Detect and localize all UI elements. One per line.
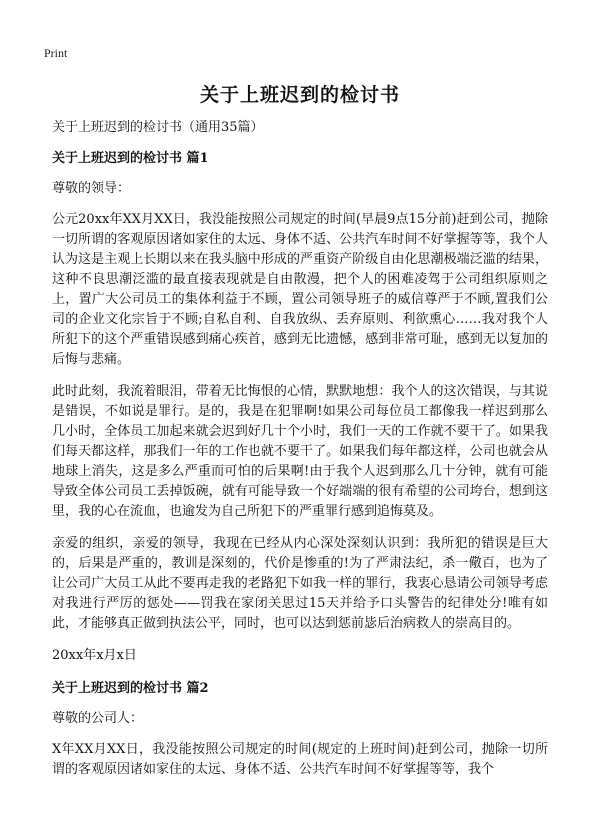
section-heading: 关于上班迟到的检讨书 篇1 [52, 151, 209, 166]
document-title: 关于上班迟到的检讨书 [199, 84, 400, 106]
paragraph: 公元20xx年XX月XX日，我没能按照公司规定的时间(早晨9点15分前)赶到公司，抛除一切所谓的客观原因诸如家住的太远、身体不适、公共汽车时间不好掌握等等，我个人认为这是主观上长期以来在我头脑中形成的严重资产阶级自由化思潮极端泛滥的结果，这种不良思潮泛滥的最直接表现就是自由散漫，把个人的困难凌驾于公司组织原则之上，置广大公司员工的集体利益于不顾，置公司领导班子的威信尊严于不顾,置我们公司的企业文化宗旨于不顾;自私自利、自我放纵、丢弃原则、利欲熏心……我对我个人所犯下的这个严重错误感到痛心疾首，感到无比遗憾，感到非常可耻，感到无以复加的后悔与悲痛。 [52, 212, 548, 367]
salutation: 尊敬的领导： [52, 181, 131, 196]
date-line: 20xx年x月x日 [52, 648, 137, 663]
document-subtitle: 关于上班迟到的检讨书（通用35篇） [52, 120, 264, 135]
paragraph: 亲爱的组织，亲爱的领导，我现在已经从内心深处深刻认识到：我所犯的错误是巨大的，后果是严重的，教训是深刻的，代价是惨重的!为了严肃法纪，杀一儆百，也为了让公司广大员工从此不要再走我的老路犯下如我一样的罪行，我衷心恳请公司领导考虑对我进行严厉的惩处——罚我在家闭关思过15天并给予口头警告的纪律处分!唯有如此，才能够真正做到执法公平，同时，也可以达到惩前毖后治病救人的崇高目的。 [52, 536, 548, 631]
document-body [52, 118, 548, 792]
salutation: 尊敬的公司人： [52, 711, 144, 726]
paragraph: 此时此刻，我流着眼泪，带着无比悔恨的心情，默默地想：我个人的这次错误，与其说是错误，不如说是罪行。是的，我是在犯罪啊!如果公司每位员工都像我一样迟到那么几小时，全体员工加起来就会迟到好几十个小时，我们一天的工作就不要干了。如果我们每天都这样，那我们一年的工作也就不要干了。如果我们每年都这样，公司也就会从地球上消失，这是多么严重而可怕的后果啊!由于我个人迟到那么几十分钟，就有可能导致全体公司员工丢掉饭碗，就有可能导致一个好端端的很有希望的公司垮台，想到这里，我的心在流血，也逾发为自己所犯下的严重罪行感到追悔莫及。 [52, 384, 548, 519]
paragraph: X年XX月XX日，我没能按照公司规定的时间(规定的上班时间)赶到公司，抛除一切所谓的客观原因诸如家住的太远、身体不适、公共汽车时间不好掌握等等，我个 [52, 742, 548, 777]
print-label[interactable]: Print [44, 46, 68, 60]
section-heading: 关于上班迟到的检讨书 篇2 [52, 681, 209, 696]
